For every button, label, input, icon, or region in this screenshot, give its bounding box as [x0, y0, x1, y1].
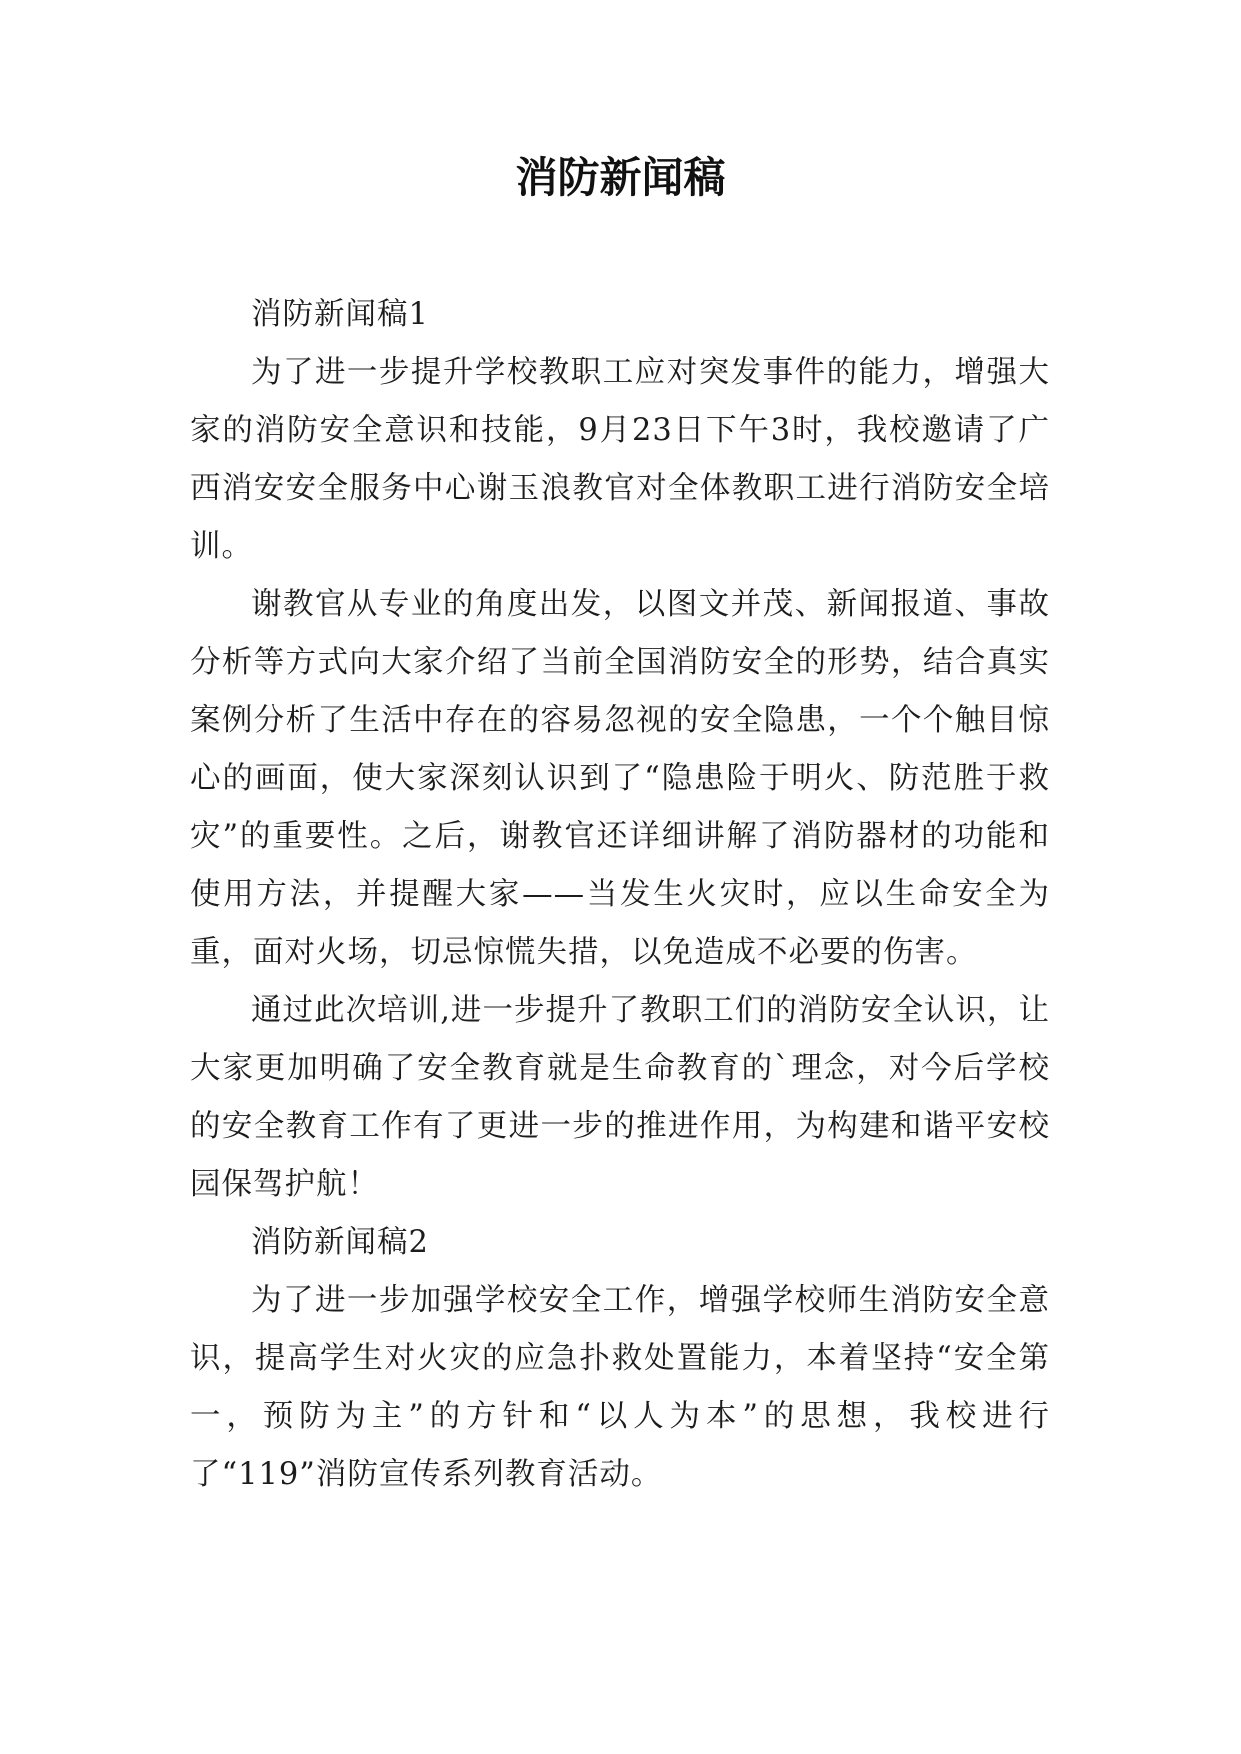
section-2 — [190, 1214, 1050, 1504]
document-body — [190, 286, 1050, 1504]
section-1 — [190, 286, 1050, 1214]
section-heading: 消防新闻稿2 — [251, 1225, 429, 1260]
paragraph: 为了进一步提升学校教职工应对突发事件的能力，增强大家的消防安全意识和技能，9月23日下午3时，我校邀请了广西消安安全服务中心谢玉浪教官对全体教职工进行消防安全培训。 — [190, 355, 1050, 564]
paragraph: 为了进一步加强学校安全工作，增强学校师生消防安全意识，提高学生对火灾的应急扑救处置能力，本着坚持“安全第一，预防为主”的方针和“以人为本”的思想，我校进行了“119”消防宣传系列教育活动。 — [190, 1283, 1050, 1492]
section-heading: 消防新闻稿1 — [251, 297, 429, 332]
document-title: 消防新闻稿 — [515, 153, 726, 202]
paragraph: 谢教官从专业的角度出发，以图文并茂、新闻报道、事故分析等方式向大家介绍了当前全国消防安全的形势，结合真实案例分析了生活中存在的容易忽视的安全隐患，一个个触目惊心的画面，使大家深刻认识到了“隐患险于明火、防范胜于救灾”的重要性。之后，谢教官还详细讲解了消防器材的功能和使用方法，并提醒大家——当发生火灾时，应以生命安全为重，面对火场，切忌惊慌失措，以免造成不必要的伤害。 — [190, 587, 1050, 970]
paragraph: 通过此次培训,进一步提升了教职工们的消防安全认识，让大家更加明确了安全教育就是生命教育的`理念，对今后学校的安全教育工作有了更进一步的推进作用，为构建和谐平安校园保驾护航！ — [190, 993, 1050, 1202]
